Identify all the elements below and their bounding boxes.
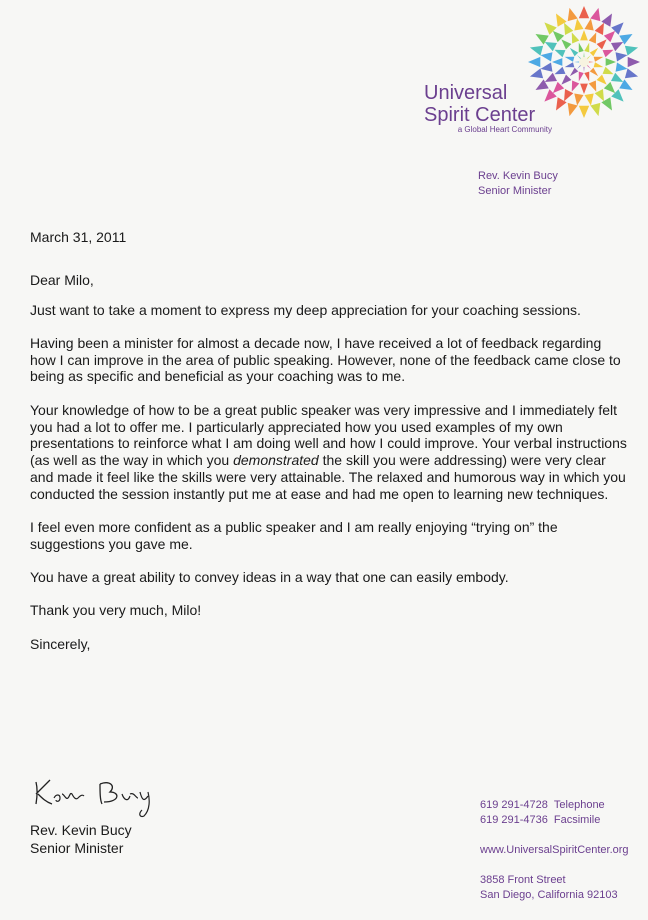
mandala-petal <box>572 32 580 43</box>
mandala-petal <box>584 43 589 53</box>
signer-name: Rev. Kevin Bucy <box>30 822 132 838</box>
mandala-petal <box>606 58 616 66</box>
mandala-petal <box>585 94 594 106</box>
phone-label: Telephone <box>553 799 605 811</box>
mandala-petal <box>628 57 640 67</box>
mandala-petal <box>594 62 604 67</box>
paragraph-6: Thank you very much, Milo! <box>30 602 202 619</box>
letter-body <box>30 229 630 653</box>
street-address: 3858 Front Street <box>480 874 566 886</box>
mandala-petal <box>616 52 628 61</box>
mandala-petal <box>590 103 600 116</box>
mandala-petal <box>589 32 597 43</box>
letter-closing: Sincerely, <box>30 635 91 652</box>
mandala-petal <box>590 8 600 21</box>
mandala-petal <box>603 50 614 58</box>
mandala-petal <box>541 52 553 61</box>
sender-title: Senior Minister <box>478 185 552 197</box>
city-address: San Diego, California 92103 <box>480 889 618 901</box>
mandala-petal <box>554 67 565 75</box>
mandala-petal <box>579 43 584 53</box>
fax-number: 619 291-4736 <box>480 814 548 826</box>
signer-block <box>30 821 132 857</box>
paragraph-2: Having been a minister for almost a decade now, I have received a lot of feedback regarding how I can improve in the area of public speaking. However, none of the feedback came close to being as specific and beneficial as your coaching was to me. <box>30 334 621 385</box>
phone-row <box>480 798 629 813</box>
paragraph-1: Just want to take a moment to express my deep appreciation for your coaching sessions. <box>30 301 581 318</box>
mandala-petal <box>625 68 638 78</box>
paragraph-5: You have a great ability to convey ideas in a way that one can easily embody. <box>30 569 509 586</box>
mandala-petal <box>594 57 604 62</box>
mandala-petal <box>541 63 553 72</box>
org-tagline: a Global Heart Community <box>457 125 552 134</box>
paragraph-3-part-a: Your knowledge of how to be a great public speaker was very impressive and I immediately felt you had a lot to offer me. I particularly appreciated how you used examples of my own presentations to reinforce what I am doing well and how I could improve. Your verbal instructions (as well as the way in which you <box>30 401 627 469</box>
sender-name: Rev. Kevin Bucy <box>478 170 558 182</box>
mandala-petal <box>554 50 565 58</box>
mandala-petal <box>528 57 540 67</box>
org-name-line1: Universal <box>424 82 508 104</box>
fax-label: Facsimile <box>553 814 601 826</box>
mandala-center <box>579 57 589 67</box>
fax-row <box>480 813 629 828</box>
mandala-petal <box>584 72 589 82</box>
mandala-petal <box>625 46 638 56</box>
letter-date: March 31, 2011 <box>30 229 127 245</box>
website: www.UniversalSpiritCenter.org <box>480 844 629 856</box>
mandala-petal <box>565 62 575 67</box>
org-name-line2: Spirit Center <box>424 104 536 126</box>
mandala-petal <box>579 6 589 18</box>
mandala-petal <box>589 81 597 92</box>
mandala-petal <box>530 68 543 78</box>
organization-name <box>424 82 584 135</box>
mandala-petal <box>565 57 575 62</box>
paragraph-3-emphasis: demonstrated <box>233 452 319 469</box>
signature-icon <box>30 770 170 820</box>
paragraph-3 <box>30 402 630 503</box>
mandala-petal <box>574 19 583 31</box>
mandala-petal <box>530 46 543 56</box>
mandala-petal <box>579 72 584 82</box>
phone-number: 619 291-4728 <box>480 799 548 811</box>
paragraph-4: I feel even more confident as a public speaker and I am really enjoying “trying on” the suggestions you gave me. <box>30 519 558 552</box>
mandala-petal <box>568 8 578 21</box>
mandala-petal <box>552 58 562 66</box>
sender-block <box>478 169 558 199</box>
mandala-petal <box>603 67 614 75</box>
contact-block <box>480 798 629 903</box>
mandala-petal <box>585 19 594 31</box>
mandala-petal <box>616 63 628 72</box>
mandala-petal <box>580 30 588 40</box>
paragraph-3-part-b: the skill you were addressing) were very clear and made it feel like the skills were very attainable. The relaxed and humorous way in which you conducted the session instantly put me at ease and had me open to learning new techniques. <box>30 452 626 502</box>
letter-greeting: Dear Milo, <box>30 271 94 288</box>
signer-title: Senior Minister <box>30 840 124 856</box>
